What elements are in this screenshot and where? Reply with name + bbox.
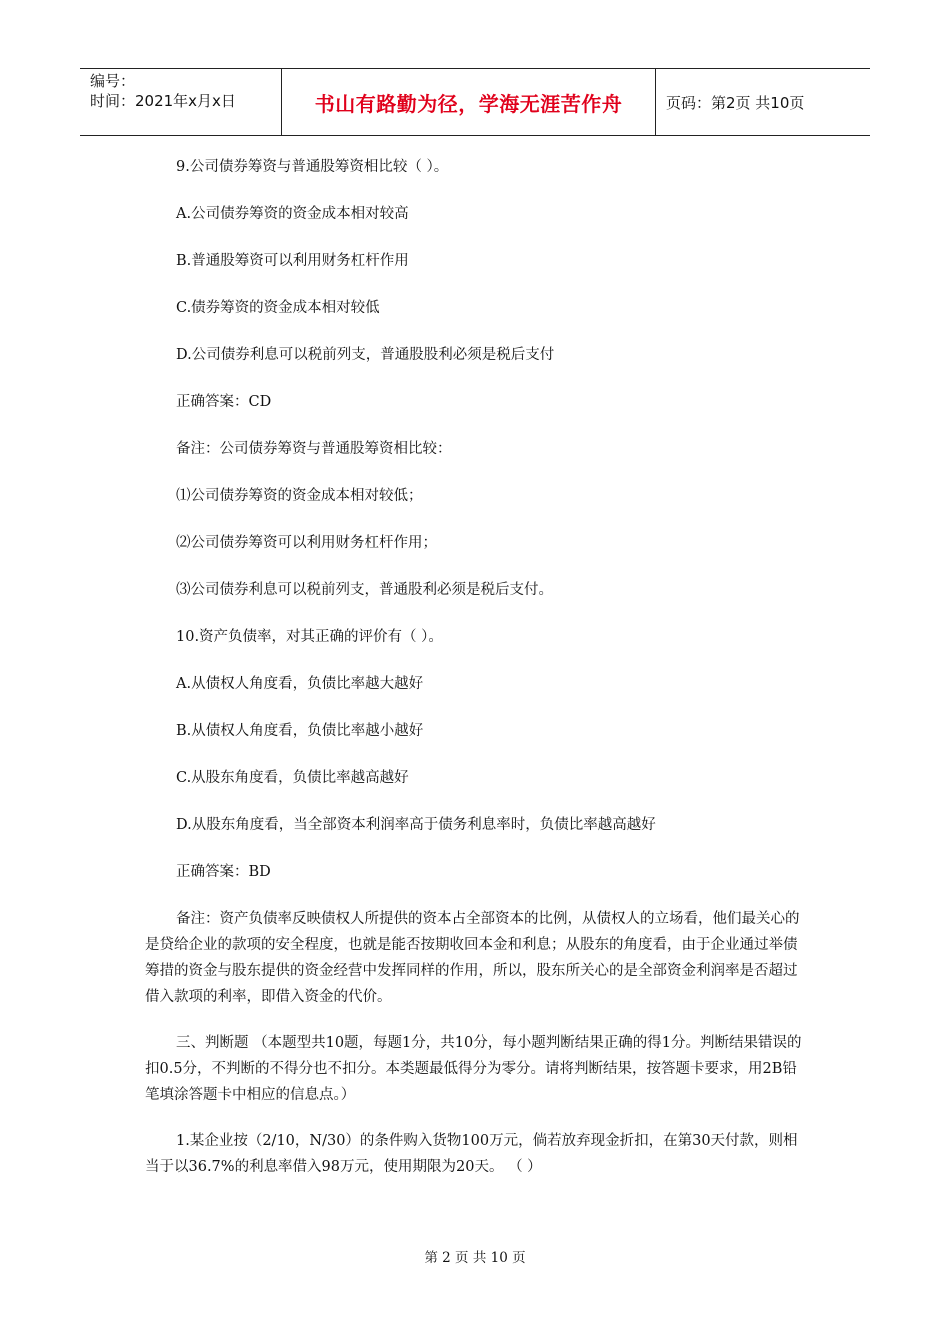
q9-option-a: A.公司债券筹资的资金成本相对较高 <box>176 206 409 222</box>
header-page-info: 页码：第2页 共10页 <box>666 93 805 112</box>
q9-note-title: 备注：公司债券筹资与普通股筹资相比较： <box>176 441 452 457</box>
section-3-intro: 三、判断题 （本题型共10题，每题1分，共10分，每小题判断结果正确的得1分。判断结果错误的扣0.5分，不判断的不得分也不扣分。本类题最低得分为零分。请将判断结果，按答题卡要求，用2B铅笔填涂答题卡中相应的信息点。） <box>145 1035 802 1103</box>
header-meta <box>80 69 282 135</box>
header-motto: 书山有路勤为径，学海无涯苦作舟 <box>282 69 656 135</box>
q9-option-c: C.债券筹资的资金成本相对较低 <box>176 300 380 316</box>
q10-answer: 正确答案：BD <box>176 864 271 880</box>
q10-option-b: B.从债权人角度看，负债比率越小越好 <box>176 723 424 739</box>
judgement-question-1: 1.某企业按（2/10，N/30）的条件购入货物100万元，倘若放弃现金折扣，在第30天付款，则相当于以36.7%的利息率借入98万元，使用期限为20天。 （ ） <box>145 1133 798 1175</box>
page-header <box>80 68 870 136</box>
q9-note-item-2: ⑵公司债券筹资可以利用财务杠杆作用； <box>176 535 437 551</box>
q10-option-c: C.从股东角度看，负债比率越高越好 <box>176 770 409 786</box>
q10-option-a: A.从债权人角度看，负债比率越大越好 <box>176 676 424 692</box>
number-label: 编号： <box>90 72 136 90</box>
page-footer: 第 2 页 共 10 页 <box>424 1250 526 1266</box>
q10-option-d: D.从股东角度看，当全部资本利润率高于债务利息率时，负债比率越高越好 <box>176 817 656 833</box>
time-label: 时间：2021年x月x日 <box>90 92 236 110</box>
q10-note: 备注：资产负债率反映债权人所提供的资本占全部资本的比例，从债权人的立场看，他们最关心的是贷给企业的款项的安全程度，也就是能否按期收回本金和利息；从股东的角度看，由于企业通过举债筹措的资金与股东提供的资金经营中发挥同样的作用，所以，股东所关心的是全部资金利润率是否超过借入款项的利率，即借入资金的代价。 <box>145 911 800 1005</box>
question-10: 10.资产负债率，对其正确的评价有（ ）。 <box>176 629 443 645</box>
q9-note-item-1: ⑴公司债券筹资的资金成本相对较低； <box>176 488 423 504</box>
document-body <box>145 154 810 1180</box>
q9-note-item-3: ⑶公司债券利息可以税前列支，普通股利必须是税后支付。 <box>176 582 553 598</box>
q9-option-d: D.公司债券利息可以税前列支，普通股股利必须是税后支付 <box>176 347 555 363</box>
q9-answer: 正确答案：CD <box>176 394 272 410</box>
question-9: 9.公司债券筹资与普通股筹资相比较（ ）。 <box>176 159 449 175</box>
q9-option-b: B.普通股筹资可以利用财务杠杆作用 <box>176 253 409 269</box>
